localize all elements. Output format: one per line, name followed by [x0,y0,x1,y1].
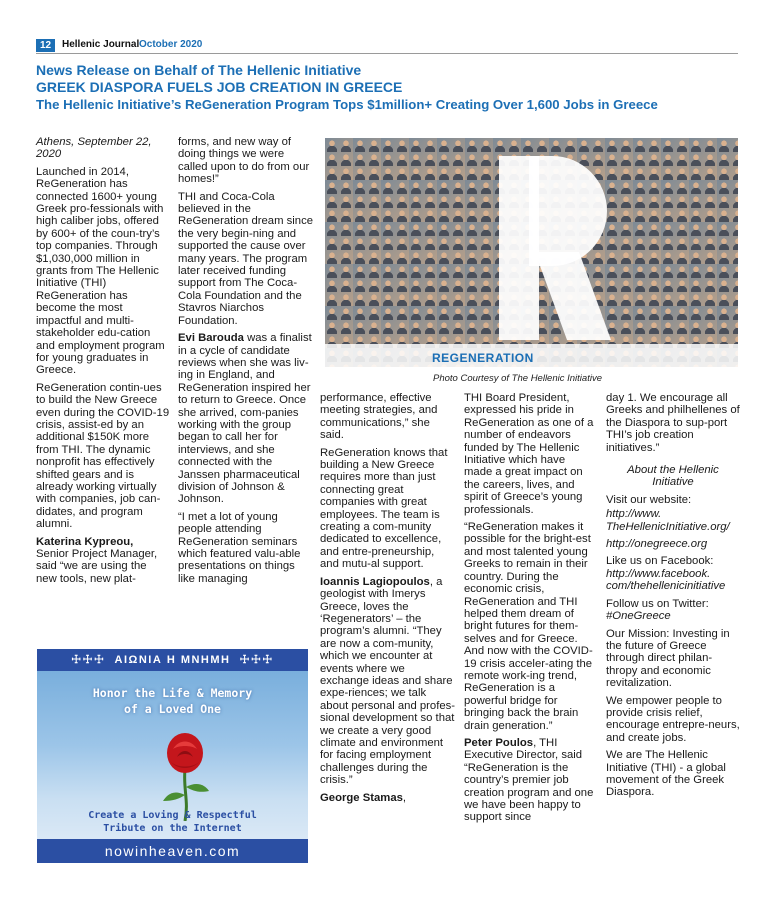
page-number: 12 [36,39,55,52]
nowinheaven-advertisement[interactable] [37,649,308,863]
website-link[interactable]: http://onegreece.org [606,538,708,551]
ad-honor-text [37,685,308,717]
paragraph-text: , THI Executive Director, said “ReGeneration is the country’s premier job creation program and one we have been happy to support since [464,736,594,824]
paragraph [464,737,596,824]
dateline: Athens, September 22, 2020 [36,136,152,161]
article-column-4 [464,392,596,829]
paragraph: “ReGeneration makes it possible for the bright-est and most talented young Greeks to remain in their country. During the economic crisis, ReGeneration and THI helped them dream of bright futures for them-selves and for Greece. And now with the COVID-19 crisis acceler-ating the remote work-ing trend, ReGeneration is a powerful bridge for bringing back the brain drain generation.” [464,521,593,732]
page-header [36,38,738,54]
about-thi-statement: We are The Hellenic Initiative (THI) - a global movement of the Greek Diaspora. [606,749,726,799]
person-name: Katerina Kypreou, [36,535,134,548]
ad-honor-line-2: of a Loved One [124,702,221,716]
visit-label: Visit our website: [606,493,692,506]
news-release-line: News Release on Behalf of The Hellenic Initiative [36,62,362,78]
subheadline: The Hellenic Initiative’s ReGeneration Program Tops $1million+ Creating Over 1,600 Jobs in Greece [36,97,658,112]
person-name: Ioannis Lagiopoulos [320,575,430,588]
ad-create-line-1: Create a Loving & Respectful [88,810,257,821]
facebook-label: Like us on Facebook: [606,555,714,568]
ad-top-banner [37,649,308,671]
about-heading: About the Hellenic Initiative [627,464,719,489]
paragraph: THI and Coca-Cola believed in the ReGeneration dream since the very begin-ning and supported the cause over many years. The program later received funding support from The Coca-Cola Foundation and the Stavros Niarchos Foundation. [178,190,314,327]
paragraph-text: was a finalist in a cycle of candidate reviews when she was liv-ing in England, and ReGeneration inspired her to return to Greece. Once she arrived, com-panies working with the group began to call her for interviews, and she connected with the Janssen pharmaceutical division of Johnson & Johnson. [178,332,312,506]
twitter-label: Follow us on Twitter: [606,597,709,610]
paragraph [178,332,314,506]
regeneration-brand: REGENERATION [432,351,534,365]
cross-icon: ☩☩☩ [71,654,106,666]
paragraph-text: , a geologist with Imerys Greece, loves the ‘Regenerators’ – the program’s alumni. “They are now a com-munity, which we encounter at events where we exchange ideas and share expe-riences; we talk about personal and profes-sional development so that we create a very good climate and environment for facing employment challenges during the crisis.” [320,575,456,787]
paragraph-text: Senior Project Manager, said “we are using the new tools, new plat- [36,548,158,585]
paragraph-text: , [402,791,407,804]
article-column-1 [36,136,170,590]
headline-block [36,62,740,113]
twitter-handle[interactable]: #OneGreece [606,610,671,623]
article-column-5 [606,392,740,804]
paragraph: “I met a lot of young people attending ReGeneration seminars which featured valu-able presentations on things like managing [178,510,301,585]
regeneration-r-logo-icon [499,156,607,340]
paragraph: Launched in 2014, ReGeneration has connected 1600+ young Greek pro-fessionals with high caliber jobs, offered by 600+ of the coun-try’s top companies. Through $1,030,000 million in grants from The Hellenic Initiative (THI) ReGeneration has become the most impactful and multi-stakeholder edu-cation and employment program for young graduates in Greece. [36,165,165,377]
issue-date: October 2020 [139,39,203,50]
journal-name: Hellenic Journal [62,39,140,50]
regeneration-photo-collage [325,138,738,367]
paragraph: forms, and new way of doing things we were called upon to do from our homes!” [178,136,310,186]
rose-icon [155,729,215,821]
main-headline: GREEK DIASPORA FUELS JOB CREATION IN GREECE [36,79,403,95]
ad-create-text [37,809,308,835]
paragraph: ReGeneration contin-ues to build the New Greece even during the COVID-19 crisis, assist-ed by an additional $150K more from THI. The dynamic nonprofit has effectively shifted gears and is already working virtually with companies, job can-didates, and program alumni. [36,381,170,531]
person-name: Evi Barouda [178,332,244,345]
cross-icon: ☩☩☩ [239,654,274,666]
photo-credit: Photo Courtesy of The Hellenic Initiative [433,373,602,384]
ad-greek-title: ΑΙΩΝΙΑ Η ΜΝΗΜΗ [114,654,231,666]
article-column-3 [320,392,456,809]
mission-statement: Our Mission: Investing in the future of Greece through direct philan-thropy and economic revitalization. [606,627,730,690]
ad-create-line-2: Tribute on the Internet [103,823,242,834]
paragraph: day 1. We encourage all Greeks and philhellenes of the Diaspora to sup-port THI’s job creation initiatives.” [606,392,740,454]
paragraph: THI Board President, expressed his pride in ReGeneration as one of a number of endeavors funded by The Hellenic Initiative which have made a great impact on the careers, lives, and spirit of Greece’s young professionals. [464,392,594,516]
empower-statement: We empower people to provide crisis relief, encourage entrepre-neurs, and create jobs. [606,694,740,744]
ad-url-banner[interactable]: nowinheaven.com [37,839,308,863]
facebook-link[interactable]: http://www.facebook. com/thehellenicinitiative [606,567,726,593]
person-name: Peter Poulos [464,736,534,749]
website-link[interactable]: http://www. TheHellenicInitiative.org/ [606,508,730,533]
paragraph [320,576,456,787]
paragraph: ReGeneration knows that building a New Greece requires more than just connecting great companies with great employees. The team is creating a com-munity dedicated to excellence, and entre-preneurship, and mutu-al support. [320,446,448,571]
paragraph: performance, effective meeting strategies, and communications,” she said. [320,392,438,442]
ad-honor-line-1: Honor the Life & Memory [92,686,253,700]
paragraph [320,792,456,804]
article-column-2 [178,136,314,590]
quote-intro [36,536,170,586]
person-name: George Stamas [320,791,403,804]
